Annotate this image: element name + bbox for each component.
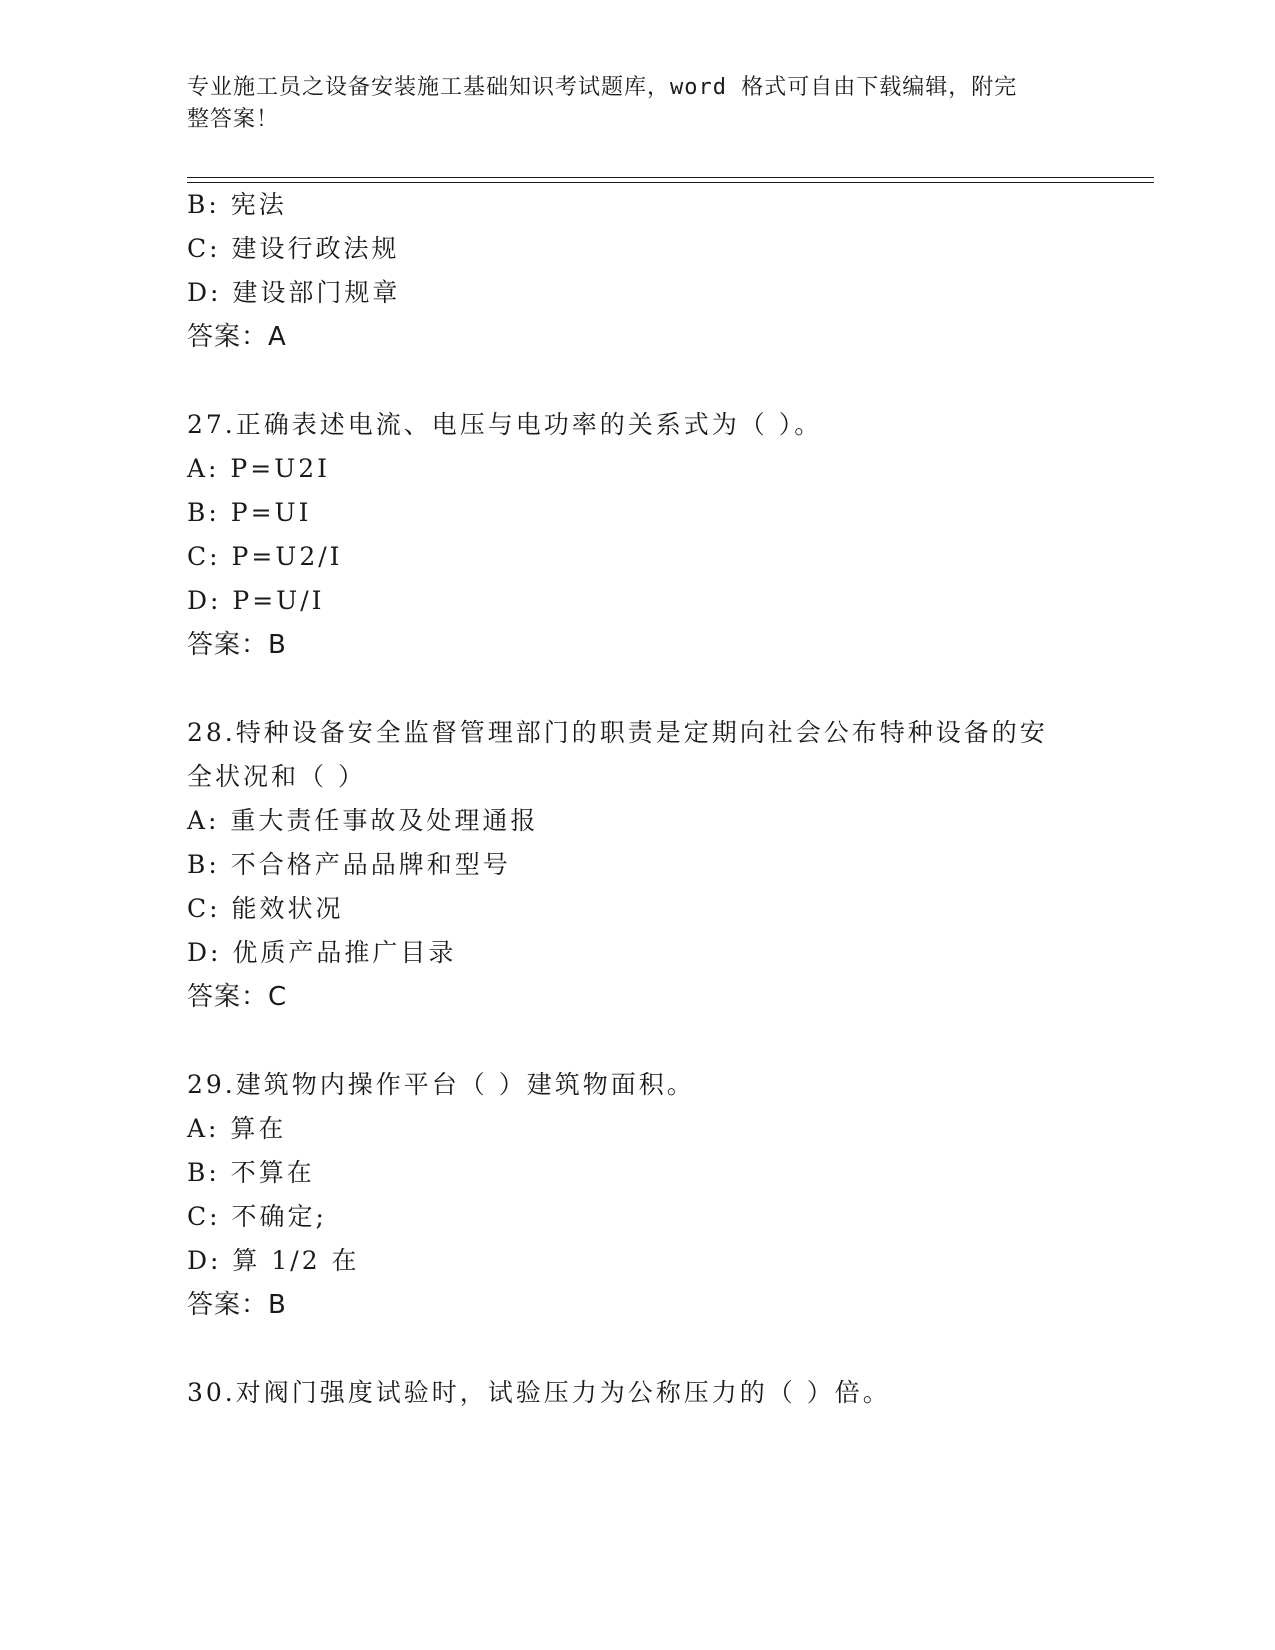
q29-answer: 答案：B <box>187 1290 287 1320</box>
q27-option-b: B: P=UI <box>187 498 312 527</box>
q29-option-c: C: 不确定; <box>187 1202 327 1231</box>
q27-option-d: D: P=U/I <box>187 586 325 615</box>
q27-option-c: C: P=U2/I <box>187 542 343 571</box>
q30-question: 30.对阀门强度试验时，试验压力为公称压力的（ ）倍。 <box>187 1378 891 1407</box>
q28-option-a: A: 重大责任事故及处理通报 <box>187 806 539 835</box>
q26-option-b: B: 宪法 <box>187 190 287 219</box>
document-header <box>187 72 1067 136</box>
header-divider-bottom <box>187 182 1154 183</box>
q28-option-c: C: 能效状况 <box>187 894 344 923</box>
q29-option-b: B: 不算在 <box>187 1158 315 1187</box>
q28-question-line-1: 28.特种设备安全监督管理部门的职责是定期向社会公布特种设备的安 <box>187 718 1048 747</box>
q28-option-b: B: 不合格产品品牌和型号 <box>187 850 511 879</box>
q27-option-a: A: P=U2I <box>187 454 331 483</box>
q29-option-a: A: 算在 <box>187 1114 287 1143</box>
header-line-2: 整答案！ <box>187 107 280 132</box>
q29-question: 29.建筑物内操作平台（ ）建筑物面积。 <box>187 1070 695 1099</box>
q27-question: 27.正确表述电流、电压与电功率的关系式为（ ）。 <box>187 410 823 439</box>
q27-answer: 答案：B <box>187 630 287 660</box>
q26-option-d: D: 建设部门规章 <box>187 278 401 307</box>
header-line-1: 专业施工员之设备安装施工基础知识考试题库，word 格式可自由下载编辑，附完 <box>187 75 1018 100</box>
q28-option-d: D: 优质产品推广目录 <box>187 938 457 967</box>
q26-answer: 答案：A <box>187 322 287 352</box>
q29-option-d: D: 算 1/2 在 <box>187 1246 360 1275</box>
q28-question-line-2: 全状况和（ ） <box>187 762 366 791</box>
q28-answer: 答案：C <box>187 982 288 1012</box>
q26-option-c: C: 建设行政法规 <box>187 234 400 263</box>
header-divider-top <box>187 177 1154 178</box>
